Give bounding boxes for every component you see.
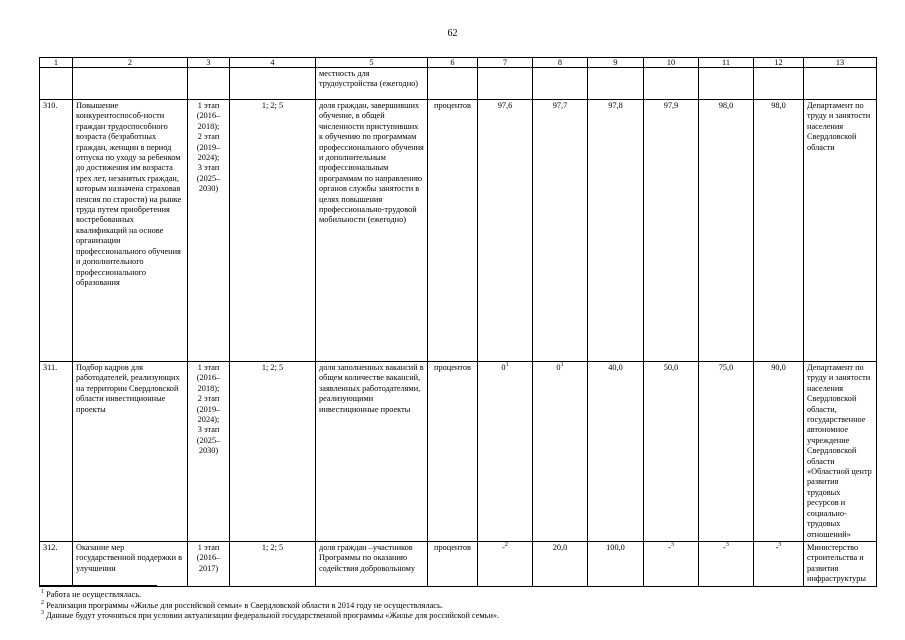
indicators-table	[39, 57, 877, 587]
stages-cell: 1 этап (2016– 2017)	[188, 541, 230, 586]
footnotes	[41, 590, 499, 622]
value-col9: 97,8	[588, 100, 644, 362]
col-header: 8	[533, 58, 588, 68]
stages-cell: 1 этап (2016– 2018); 2 этап (2019– 2024); 3 этап (2025– 2030)	[188, 100, 230, 362]
table-row	[40, 100, 877, 362]
column-number-row	[40, 58, 877, 68]
indicator-cell: доля граждан –участников Программы по оказанию содействия добровольному	[316, 541, 428, 586]
indicator-cell: местность для трудоустройства (ежегодно)	[316, 68, 428, 100]
tasks-cell: 1; 2; 5	[230, 100, 316, 362]
col-header: 1	[40, 58, 73, 68]
row-number: 312.	[40, 541, 73, 586]
value-col12: -$^3$	[754, 541, 804, 586]
tasks-cell: 1; 2; 5	[230, 362, 316, 542]
footnote: $^3$ Данные будут уточняться при условии актуализации федеральной государственной программы «Жилье для российской семьи».	[41, 610, 500, 620]
col-header: 5	[316, 58, 428, 68]
col-header: 4	[230, 58, 316, 68]
unit-cell: процентов	[428, 362, 478, 542]
value-col12: 90,0	[754, 362, 804, 542]
col-header: 13	[804, 58, 877, 68]
row-number: 310.	[40, 100, 73, 362]
unit-cell: процентов	[428, 541, 478, 586]
executor-cell: Министерство строительства и развития инфраструктуры	[804, 541, 877, 586]
executor-cell: Департамент по труду и занятости населения Свердловской области	[804, 100, 877, 362]
value-col8: $0^1$	[533, 362, 588, 542]
table-row	[40, 362, 877, 542]
footnote: $^2$ Реализация программы «Жилье для российской семьи» в Свердловской области в 2014 году не осуществлялась.	[41, 599, 443, 610]
col-header: 7	[478, 58, 533, 68]
tasks-cell: 1; 2; 5	[230, 541, 316, 586]
value-col7: 97,6	[478, 100, 533, 362]
footnote-separator	[39, 585, 157, 586]
value-col7: -$^2$	[478, 541, 533, 586]
page-number: 62	[447, 28, 458, 39]
col-header: 6	[428, 58, 478, 68]
value-col10: -$^3$	[644, 541, 699, 586]
continuation-row	[40, 68, 877, 100]
col-header: 2	[73, 58, 188, 68]
footnote: $^1$ Работа не осуществлялась.	[41, 589, 142, 599]
value-col8: 20,0	[533, 541, 588, 586]
col-header: 10	[644, 58, 699, 68]
table-row	[40, 541, 877, 586]
col-header: 11	[699, 58, 754, 68]
value-col10: 50,0	[644, 362, 699, 542]
value-col8: 97,7	[533, 100, 588, 362]
col-header: 12	[754, 58, 804, 68]
value-col10: 97,9	[644, 100, 699, 362]
stages-cell: 1 этап (2016– 2018); 2 этап (2019– 2024); 3 этап (2025– 2030)	[188, 362, 230, 542]
measure-name: Повышение конкурентоспособ-ности граждан трудоспособного возраста (безработных граждан, женщин в период отпуска по уходу за ребенком до достижения им возраста трех лет, незанятых граждан, которым назначена страховая пенсия по старости) на рынке труда путем приобретения востребованных квалификаций на основе организации профессионального обучения и дополнительного профессионального образования	[73, 100, 188, 362]
measure-name: Подбор кадров для работодателей, реализующих на территории Свердловской области инвестиционные проекты	[73, 362, 188, 542]
executor-cell: Департамент по труду и занятости населения Свердловской области, государственное автономное учреждение Свердловской области «Областной центр развития трудовых ресурсов и социально-трудовых отношений»	[804, 362, 877, 542]
measure-name: Оказание мер государственной поддержки в улучшении	[73, 541, 188, 586]
unit-cell: процентов	[428, 100, 478, 362]
value-col9: 40,0	[588, 362, 644, 542]
value-col12: 98,0	[754, 100, 804, 362]
value-col11: 98,0	[699, 100, 754, 362]
row-number: 311.	[40, 362, 73, 542]
indicator-cell: доля заполненных вакансий в общем количестве вакансий, заявленных работодателями, реализующими инвестиционные проекты	[316, 362, 428, 542]
value-col7: $0^1$	[478, 362, 533, 542]
value-col11: -$^3$	[699, 541, 754, 586]
value-col11: 75,0	[699, 362, 754, 542]
col-header: 3	[188, 58, 230, 68]
col-header: 9	[588, 58, 644, 68]
value-col9: 100,0	[588, 541, 644, 586]
indicator-cell: доля граждан, завершивших обучение, в общей численности приступивших к обучению по программам профессионального обучения и дополнительным профессиональным программам по направлению органов службы занятости в целях повышения профессионально-трудовой мобильности (ежегодно)	[316, 100, 428, 362]
